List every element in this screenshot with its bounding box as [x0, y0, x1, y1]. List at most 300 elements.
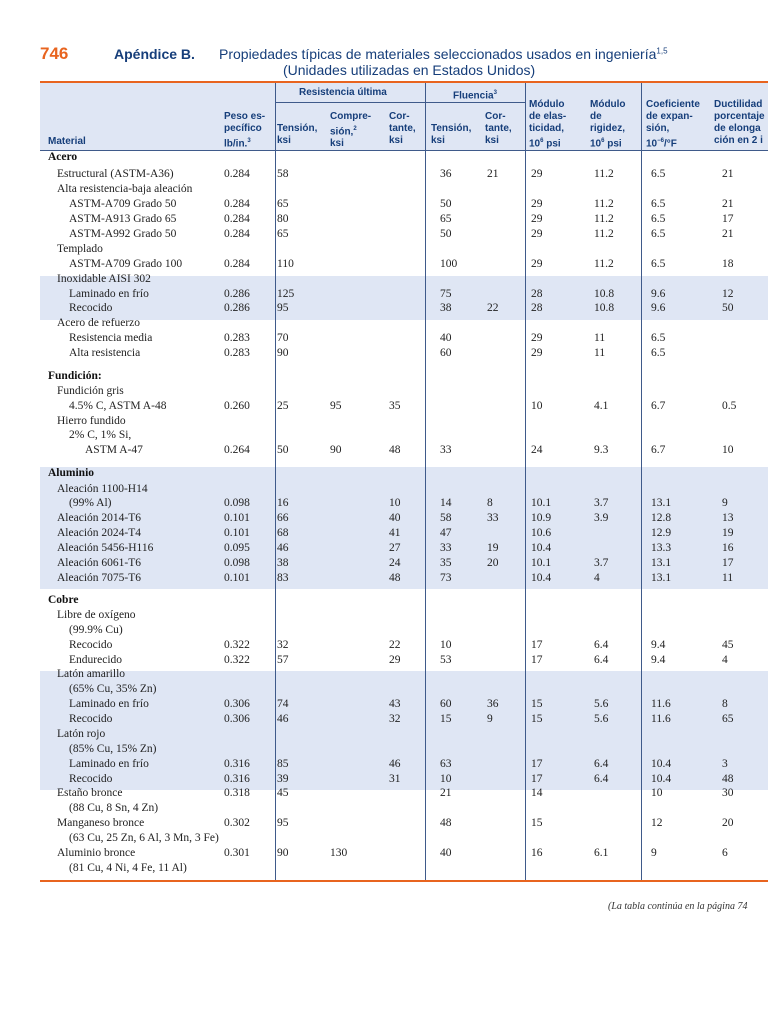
cell-ductilidad: 0.5	[722, 400, 737, 412]
cell-coeficiente: 9.6	[651, 288, 666, 300]
cell-modulo-elasticidad: 29	[531, 213, 543, 225]
cell-fluencia-tension: 10	[440, 773, 452, 785]
cell-peso: 0.264	[224, 444, 250, 456]
header-fluencia-tension: Tensión, ksi	[431, 123, 472, 146]
cell-modulo-elasticidad: 10.1	[531, 497, 552, 509]
material-name: (99% Al)	[69, 497, 112, 509]
cell-fluencia-cortante: 20	[487, 557, 499, 569]
cell-fluencia-tension: 75	[440, 288, 452, 300]
cell-modulo-rigidez: 11.2	[594, 198, 614, 210]
material-name: Recocido	[69, 302, 113, 314]
cell-fluencia-tension: 50	[440, 228, 452, 240]
material-name: Manganeso bronce	[57, 817, 145, 829]
cell-peso: 0.283	[224, 332, 250, 344]
cell-coeficiente: 13.1	[651, 497, 672, 509]
cell-fluencia-tension: 35	[440, 557, 452, 569]
cell-peso: 0.318	[224, 787, 250, 799]
bottom-rule	[40, 880, 768, 882]
cell-modulo-elasticidad: 17	[531, 654, 543, 666]
cell-peso: 0.286	[224, 302, 250, 314]
table-row	[0, 197, 768, 212]
cell-fluencia-tension: 100	[440, 258, 458, 270]
table-row	[0, 831, 768, 846]
cell-cortante: 32	[389, 713, 401, 725]
cell-peso: 0.302	[224, 817, 250, 829]
header-modulo-rigidez: Módulo de rigidez, $10^6$ psi	[590, 99, 626, 150]
table-row	[0, 712, 768, 727]
cell-ductilidad: 65	[722, 713, 734, 725]
table-row	[0, 496, 768, 511]
cell-ductilidad: 4	[722, 654, 728, 666]
material-name: Inoxidable AISI 302	[57, 273, 151, 285]
material-name: Alta resistencia	[69, 347, 141, 359]
cell-tension: 68	[277, 527, 289, 539]
table-row	[0, 772, 768, 787]
table-row	[0, 272, 768, 287]
cell-coeficiente: 6.5	[651, 258, 666, 270]
cell-fluencia-tension: 15	[440, 713, 452, 725]
cell-cortante: 46	[389, 758, 401, 770]
cell-modulo-rigidez: 6.4	[594, 654, 609, 666]
cell-cortante: 43	[389, 698, 401, 710]
material-name: Aleación 2024-T4	[57, 527, 141, 539]
cell-modulo-elasticidad: 17	[531, 639, 543, 651]
material-name: Libre de oxígeno	[57, 609, 136, 621]
material-name: ASTM-A992 Grado 50	[69, 228, 177, 240]
section-header-row	[0, 593, 768, 608]
cell-cortante: 22	[389, 639, 401, 651]
table-row	[0, 541, 768, 556]
table-row	[0, 571, 768, 586]
cell-fluencia-tension: 48	[440, 817, 452, 829]
cell-fluencia-tension: 58	[440, 512, 452, 524]
header-group-resistencia: Resistencia última	[299, 87, 387, 98]
cell-cortante: 41	[389, 527, 401, 539]
cell-ductilidad: 17	[722, 557, 734, 569]
cell-fluencia-tension: 60	[440, 347, 452, 359]
cell-modulo-elasticidad: 14	[531, 787, 543, 799]
table-row	[0, 316, 768, 331]
table-row	[0, 861, 768, 876]
header-peso: Peso es- pecífico lb/in.$^3$	[224, 111, 266, 150]
cell-cortante: 48	[389, 572, 401, 584]
cell-fluencia-cortante: 36	[487, 698, 499, 710]
cell-peso: 0.101	[224, 572, 250, 584]
header-tension: Tensión, ksi	[277, 123, 318, 146]
material-name: ASTM A-47	[85, 444, 143, 456]
cell-peso: 0.284	[224, 258, 250, 270]
material-name: Endurecido	[69, 654, 123, 666]
cell-ductilidad: 48	[722, 773, 734, 785]
material-name: Resistencia media	[69, 332, 153, 344]
header-compresion: Compre- sión,$^2$ ksi	[330, 111, 372, 150]
cell-coeficiente: 6.5	[651, 332, 666, 344]
cell-coeficiente: 9	[651, 847, 657, 859]
cell-coeficiente: 13.1	[651, 572, 672, 584]
cell-modulo-elasticidad: 10	[531, 400, 543, 412]
cell-fluencia-tension: 65	[440, 213, 452, 225]
cell-cortante: 27	[389, 542, 401, 554]
material-name: Estaño bronce	[57, 787, 123, 799]
cell-peso: 0.284	[224, 213, 250, 225]
material-name: (99.9% Cu)	[69, 624, 123, 636]
cell-fluencia-tension: 47	[440, 527, 452, 539]
cell-cortante: 29	[389, 654, 401, 666]
cell-tension: 110	[277, 258, 294, 270]
cell-coeficiente: 6.5	[651, 347, 666, 359]
cell-fluencia-cortante: 21	[487, 168, 499, 180]
cell-fluencia-cortante: 9	[487, 713, 493, 725]
cell-modulo-elasticidad: 24	[531, 444, 543, 456]
table-row	[0, 414, 768, 429]
section-header-row	[0, 369, 768, 384]
cell-modulo-rigidez: 11.2	[594, 258, 614, 270]
cell-modulo-elasticidad: 10.4	[531, 572, 552, 584]
table-row	[0, 608, 768, 623]
cell-ductilidad: 12	[722, 288, 734, 300]
cell-coeficiente: 10.4	[651, 773, 672, 785]
header-ductilidad: Ductilidad porcentaje de elonga ción en 2 i	[714, 99, 765, 146]
cell-compresion: 90	[330, 444, 342, 456]
cell-modulo-elasticidad: 28	[531, 288, 543, 300]
section-header-row	[0, 150, 768, 165]
cell-coeficiente: 9.4	[651, 654, 666, 666]
cell-tension: 70	[277, 332, 289, 344]
table-row	[0, 801, 768, 816]
cell-tension: 65	[277, 228, 289, 240]
material-name: Latón amarillo	[57, 668, 126, 680]
page-title: Propiedades típicas de materiales seleccionados usados en ingeniería$^{1,5}$	[219, 46, 668, 62]
material-name: Laminado en frío	[69, 758, 149, 770]
table-row	[0, 556, 768, 571]
cell-fluencia-tension: 53	[440, 654, 452, 666]
material-name: Recocido	[69, 713, 113, 725]
cell-ductilidad: 18	[722, 258, 734, 270]
header-fluencia-cortante: Cor- tante, ksi	[485, 111, 512, 146]
cell-ductilidad: 10	[722, 444, 734, 456]
table-row	[0, 287, 768, 302]
cell-modulo-rigidez: 11	[594, 347, 606, 359]
cell-modulo-rigidez: 5.6	[594, 713, 609, 725]
material-name: (63 Cu, 25 Zn, 6 Al, 3 Mn, 3 Fe)	[69, 832, 219, 844]
cell-tension: 83	[277, 572, 289, 584]
cell-fluencia-tension: 50	[440, 198, 452, 210]
table-row	[0, 443, 768, 458]
cell-cortante: 35	[389, 400, 401, 412]
cell-peso: 0.284	[224, 168, 250, 180]
cell-fluencia-tension: 40	[440, 332, 452, 344]
cell-cortante: 31	[389, 773, 401, 785]
cell-modulo-elasticidad: 15	[531, 817, 543, 829]
table-row	[0, 757, 768, 772]
material-name: (88 Cu, 8 Sn, 4 Zn)	[69, 802, 159, 814]
cell-coeficiente: 6.5	[651, 213, 666, 225]
table-row	[0, 638, 768, 653]
material-name: Fundición gris	[57, 385, 124, 397]
cell-ductilidad: 21	[722, 198, 734, 210]
table-row	[0, 697, 768, 712]
cell-modulo-rigidez: 11	[594, 332, 606, 344]
cell-compresion: 130	[330, 847, 348, 859]
table-row	[0, 167, 768, 182]
cell-ductilidad: 50	[722, 302, 734, 314]
cell-coeficiente: 6.7	[651, 400, 666, 412]
table-row	[0, 242, 768, 257]
material-name: Recocido	[69, 773, 113, 785]
cell-ductilidad: 21	[722, 168, 734, 180]
table-row	[0, 384, 768, 399]
material-name: Recocido	[69, 639, 113, 651]
cell-coeficiente: 12.9	[651, 527, 672, 539]
cell-tension: 38	[277, 557, 289, 569]
material-name: Alta resistencia-baja aleación	[57, 183, 193, 195]
top-rule	[40, 81, 768, 83]
material-name: Aleación 5456-H116	[57, 542, 154, 554]
table-row	[0, 511, 768, 526]
cell-coeficiente: 9.6	[651, 302, 666, 314]
cell-tension: 95	[277, 817, 289, 829]
cell-modulo-rigidez: 3.7	[594, 497, 609, 509]
table-row	[0, 786, 768, 801]
material-name: ASTM-A913 Grado 65	[69, 213, 177, 225]
page-number: 746	[40, 44, 69, 63]
table-row	[0, 816, 768, 831]
cell-peso: 0.098	[224, 557, 250, 569]
material-name: (85% Cu, 15% Zn)	[69, 743, 157, 755]
cell-fluencia-tension: 40	[440, 847, 452, 859]
cell-fluencia-tension: 14	[440, 497, 452, 509]
material-name: Aleación 2014-T6	[57, 512, 141, 524]
cell-peso: 0.260	[224, 400, 250, 412]
cell-tension: 90	[277, 347, 289, 359]
cell-peso: 0.306	[224, 698, 250, 710]
cell-tension: 57	[277, 654, 289, 666]
cell-modulo-elasticidad: 29	[531, 347, 543, 359]
material-name: 2% C, 1% Si,	[69, 429, 132, 441]
cell-modulo-elasticidad: 10.9	[531, 512, 552, 524]
cell-coeficiente: 6.7	[651, 444, 666, 456]
cell-fluencia-cortante: 33	[487, 512, 499, 524]
cell-cortante: 10	[389, 497, 401, 509]
cell-modulo-rigidez: 11.2	[594, 168, 614, 180]
cell-modulo-rigidez: 11.2	[594, 228, 614, 240]
cell-tension: 90	[277, 847, 289, 859]
cell-ductilidad: 13	[722, 512, 734, 524]
cell-ductilidad: 6	[722, 847, 728, 859]
cell-modulo-elasticidad: 10.1	[531, 557, 552, 569]
table-row	[0, 653, 768, 668]
material-name: (81 Cu, 4 Ni, 4 Fe, 11 Al)	[69, 862, 187, 874]
cell-ductilidad: 19	[722, 527, 734, 539]
material-name: Aleación 1100-H14	[57, 483, 148, 495]
header-material: Material	[48, 136, 86, 147]
cell-tension: 50	[277, 444, 289, 456]
cell-peso: 0.316	[224, 773, 250, 785]
cell-peso: 0.316	[224, 758, 250, 770]
section-header-row	[0, 466, 768, 481]
cell-cortante: 40	[389, 512, 401, 524]
material-name: Estructural (ASTM-A36)	[57, 168, 174, 180]
cell-fluencia-tension: 60	[440, 698, 452, 710]
cell-tension: 46	[277, 713, 289, 725]
cell-modulo-elasticidad: 29	[531, 198, 543, 210]
cell-modulo-elasticidad: 28	[531, 302, 543, 314]
header-group-fluencia: Fluencia$^3$	[453, 90, 497, 102]
header-cortante: Cor- tante, ksi	[389, 111, 416, 146]
cell-modulo-rigidez: 9.3	[594, 444, 609, 456]
cell-modulo-elasticidad: 17	[531, 758, 543, 770]
group-underline-resistencia	[275, 102, 425, 103]
material-name: Laminado en frío	[69, 288, 149, 300]
table-row	[0, 742, 768, 757]
cell-peso: 0.301	[224, 847, 250, 859]
cell-coeficiente: 13.1	[651, 557, 672, 569]
cell-modulo-elasticidad: 29	[531, 228, 543, 240]
cell-coeficiente: 9.4	[651, 639, 666, 651]
material-name: Aleación 6061-T6	[57, 557, 141, 569]
table-row	[0, 727, 768, 742]
cell-tension: 39	[277, 773, 289, 785]
cell-fluencia-cortante: 8	[487, 497, 493, 509]
cell-coeficiente: 10.4	[651, 758, 672, 770]
cell-modulo-rigidez: 4.1	[594, 400, 609, 412]
table-row	[0, 682, 768, 697]
cell-modulo-rigidez: 10.8	[594, 302, 615, 314]
cell-ductilidad: 3	[722, 758, 728, 770]
cell-modulo-rigidez: 5.6	[594, 698, 609, 710]
continuation-note: (La tabla continúa en la página 74	[608, 901, 748, 912]
table-row	[0, 482, 768, 497]
cell-tension: 80	[277, 213, 289, 225]
table-row	[0, 428, 768, 443]
cell-tension: 16	[277, 497, 289, 509]
cell-modulo-rigidez: 6.4	[594, 773, 609, 785]
cell-ductilidad: 21	[722, 228, 734, 240]
cell-fluencia-tension: 38	[440, 302, 452, 314]
section-title: Cobre	[48, 594, 79, 606]
material-name: Templado	[57, 243, 103, 255]
cell-coeficiente: 6.5	[651, 168, 666, 180]
cell-peso: 0.101	[224, 512, 250, 524]
cell-modulo-elasticidad: 15	[531, 698, 543, 710]
cell-modulo-elasticidad: 10.4	[531, 542, 552, 554]
cell-modulo-elasticidad: 10.6	[531, 527, 552, 539]
cell-cortante: 24	[389, 557, 401, 569]
table-row	[0, 846, 768, 861]
appendix-label: Apéndice B.	[114, 46, 195, 62]
section-title: Aluminio	[48, 467, 95, 479]
table-row	[0, 227, 768, 242]
section-title: Fundición:	[48, 370, 102, 382]
cell-tension: 25	[277, 400, 289, 412]
cell-ductilidad: 20	[722, 817, 734, 829]
cell-coeficiente: 6.5	[651, 198, 666, 210]
page-subtitle: (Unidades utilizadas en Estados Unidos)	[283, 62, 536, 78]
cell-fluencia-tension: 63	[440, 758, 452, 770]
material-name: 4.5% C, ASTM A-48	[69, 400, 167, 412]
material-name: Hierro fundido	[57, 415, 126, 427]
cell-coeficiente: 12.8	[651, 512, 672, 524]
table-row	[0, 331, 768, 346]
cell-tension: 45	[277, 787, 289, 799]
cell-ductilidad: 9	[722, 497, 728, 509]
material-name: ASTM-A709 Grado 100	[69, 258, 183, 270]
cell-peso: 0.095	[224, 542, 250, 554]
cell-modulo-rigidez: 3.9	[594, 512, 609, 524]
material-name: Aleación 7075-T6	[57, 572, 141, 584]
cell-peso: 0.284	[224, 228, 250, 240]
material-name: Acero de refuerzo	[57, 317, 140, 329]
cell-peso: 0.322	[224, 639, 250, 651]
cell-coeficiente: 13.3	[651, 542, 672, 554]
cell-fluencia-cortante: 22	[487, 302, 499, 314]
cell-ductilidad: 11	[722, 572, 734, 584]
table-row	[0, 301, 768, 316]
cell-tension: 65	[277, 198, 289, 210]
cell-cortante: 48	[389, 444, 401, 456]
cell-fluencia-tension: 73	[440, 572, 452, 584]
cell-peso: 0.098	[224, 497, 250, 509]
cell-fluencia-tension: 36	[440, 168, 452, 180]
cell-tension: 46	[277, 542, 289, 554]
cell-compresion: 95	[330, 400, 342, 412]
cell-modulo-rigidez: 6.4	[594, 639, 609, 651]
cell-tension: 58	[277, 168, 289, 180]
table-row	[0, 257, 768, 272]
table-row	[0, 182, 768, 197]
cell-coeficiente: 6.5	[651, 228, 666, 240]
header-modulo-elasticidad: Módulo de elas- ticidad, $10^6$ psi	[529, 99, 567, 150]
cell-peso: 0.306	[224, 713, 250, 725]
cell-ductilidad: 16	[722, 542, 734, 554]
cell-ductilidad: 30	[722, 787, 734, 799]
material-name: Laminado en frío	[69, 698, 149, 710]
cell-tension: 125	[277, 288, 295, 300]
cell-modulo-elasticidad: 15	[531, 713, 543, 725]
cell-coeficiente: 12	[651, 817, 663, 829]
table-row	[0, 399, 768, 414]
cell-peso: 0.101	[224, 527, 250, 539]
cell-modulo-rigidez: 3.7	[594, 557, 609, 569]
cell-modulo-elasticidad: 17	[531, 773, 543, 785]
cell-fluencia-tension: 33	[440, 444, 452, 456]
table-row	[0, 667, 768, 682]
cell-peso: 0.322	[224, 654, 250, 666]
cell-tension: 32	[277, 639, 289, 651]
cell-modulo-elasticidad: 29	[531, 168, 543, 180]
cell-modulo-rigidez: 6.1	[594, 847, 609, 859]
table-row	[0, 346, 768, 361]
material-name: Aluminio bronce	[57, 847, 136, 859]
section-title: Acero	[48, 151, 78, 163]
cell-fluencia-tension: 21	[440, 787, 452, 799]
cell-coeficiente: 10	[651, 787, 663, 799]
table-row	[0, 526, 768, 541]
cell-tension: 74	[277, 698, 289, 710]
cell-peso: 0.284	[224, 198, 250, 210]
cell-ductilidad: 17	[722, 213, 734, 225]
cell-modulo-rigidez: 11.2	[594, 213, 614, 225]
cell-fluencia-tension: 33	[440, 542, 452, 554]
header-coeficiente: Coeficiente de expan- sión, $10^{-6}/^\circ F$	[646, 99, 700, 150]
cell-tension: 95	[277, 302, 289, 314]
material-name: ASTM-A709 Grado 50	[69, 198, 177, 210]
table-row	[0, 212, 768, 227]
cell-modulo-elasticidad: 16	[531, 847, 543, 859]
cell-modulo-rigidez: 6.4	[594, 758, 609, 770]
cell-modulo-rigidez: 10.8	[594, 288, 615, 300]
material-name: (65% Cu, 35% Zn)	[69, 683, 157, 695]
